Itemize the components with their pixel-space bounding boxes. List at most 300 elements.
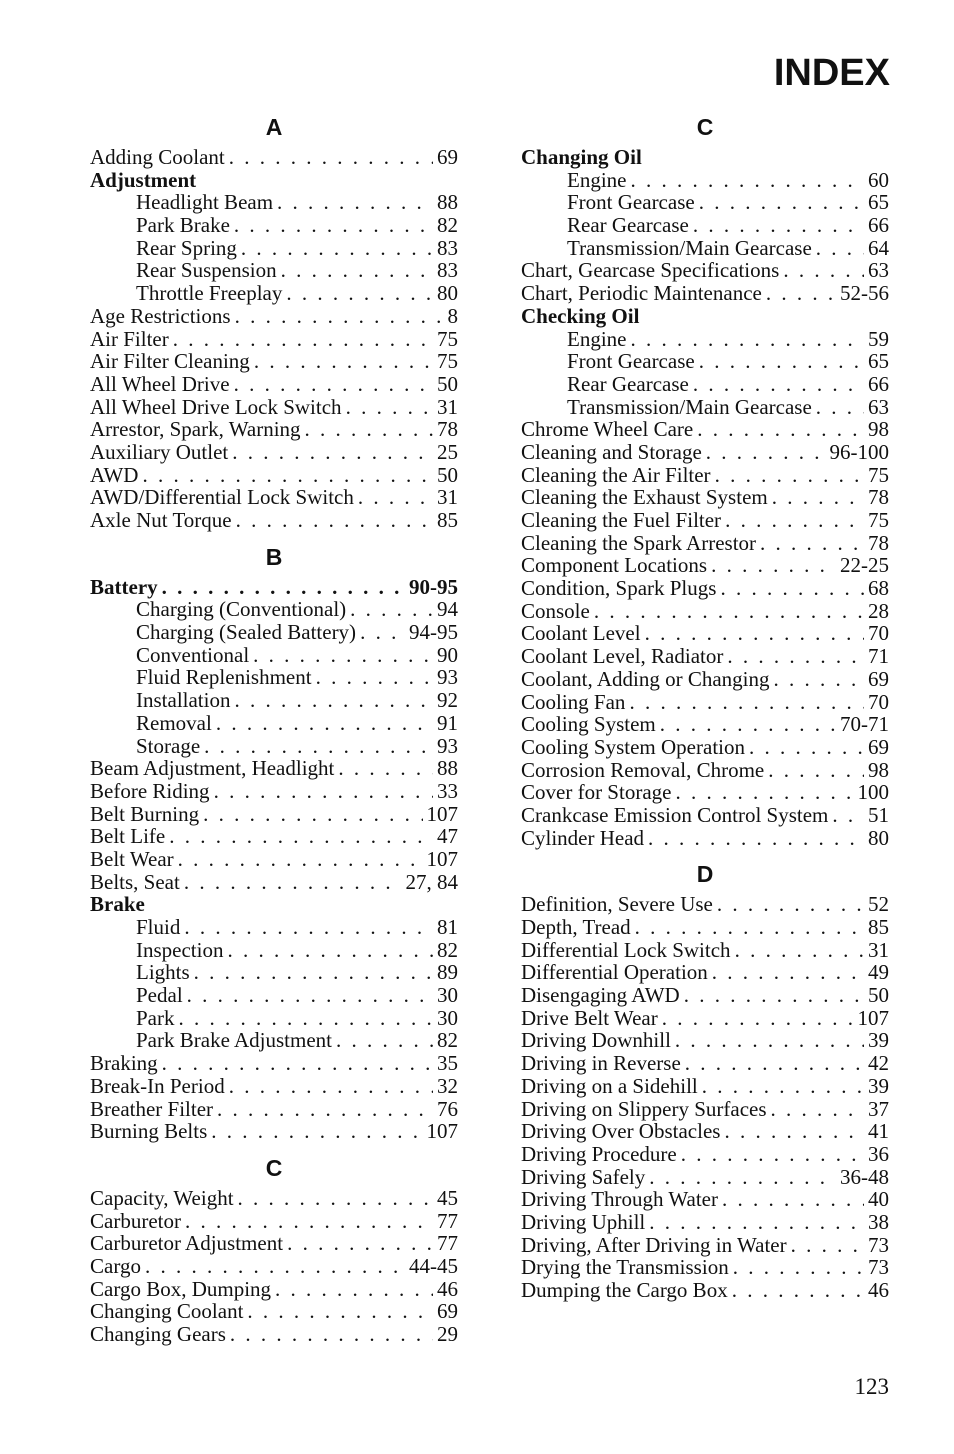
dot-leader xyxy=(693,214,864,237)
index-heading xyxy=(521,146,889,169)
entry-label: Corrosion Removal, Chrome xyxy=(521,757,765,782)
entry-label: Break-In Period xyxy=(90,1073,225,1098)
entry-page: 63 xyxy=(868,394,889,419)
entry-page: 96-100 xyxy=(829,439,889,464)
entry-page: 69 xyxy=(868,734,889,759)
dot-leader xyxy=(712,961,864,984)
entry-label: Cargo Box, Dumping xyxy=(90,1276,272,1301)
entry-page: 88 xyxy=(437,190,458,215)
dot-leader xyxy=(236,509,433,532)
entry-label: Carburetor xyxy=(90,1208,181,1233)
entry-label: Rear Gearcase xyxy=(567,213,689,238)
entry-label: Driving Procedure xyxy=(521,1141,677,1166)
index-entry xyxy=(521,441,889,464)
entry-page: 27, 84 xyxy=(405,869,458,894)
entry-label: Park xyxy=(136,1005,175,1030)
index-entry xyxy=(90,418,458,441)
index-entry xyxy=(90,1210,458,1233)
index-entry xyxy=(521,577,889,600)
index-entry xyxy=(90,1255,458,1278)
index-entry xyxy=(521,1211,889,1234)
index-subentry xyxy=(521,191,889,214)
entry-page: 51 xyxy=(868,802,889,827)
dot-leader xyxy=(253,644,433,667)
entry-page: 8 xyxy=(447,303,458,328)
index-entry xyxy=(521,1007,889,1030)
dot-leader xyxy=(350,598,433,621)
entry-page: 70-71 xyxy=(840,712,889,737)
index-entry xyxy=(90,1052,458,1075)
index-subentry xyxy=(90,259,458,282)
dot-leader xyxy=(717,893,864,916)
entry-page: 31 xyxy=(437,394,458,419)
dot-leader xyxy=(230,1323,433,1346)
entry-page: 107 xyxy=(857,1005,889,1030)
entry-label: Cooling System Operation xyxy=(521,734,745,759)
entry-page: 82 xyxy=(437,213,458,238)
dot-leader xyxy=(238,1187,433,1210)
dot-leader xyxy=(675,781,853,804)
index-entry xyxy=(521,759,889,782)
entry-label: Cooling Fan xyxy=(521,689,626,714)
dot-leader xyxy=(699,350,864,373)
dot-leader xyxy=(162,576,405,599)
dot-leader xyxy=(649,1166,836,1189)
entry-page: 46 xyxy=(437,1276,458,1301)
entry-page: 75 xyxy=(437,349,458,374)
dot-leader xyxy=(142,464,433,487)
entry-page: 29 xyxy=(437,1322,458,1346)
dot-leader xyxy=(735,939,864,962)
index-entry xyxy=(90,1075,458,1098)
dot-leader xyxy=(287,1232,433,1255)
index-entry xyxy=(90,1098,458,1121)
index-entry xyxy=(521,893,889,916)
entry-page: 76 xyxy=(437,1096,458,1121)
entry-page: 82 xyxy=(437,1028,458,1053)
entry-label: Disengaging AWD xyxy=(521,983,680,1008)
page-title: INDEX xyxy=(773,52,890,94)
index-entry xyxy=(521,939,889,962)
index-subentry xyxy=(90,689,458,712)
index-entry xyxy=(521,1166,889,1189)
entry-label: Engine xyxy=(567,167,627,192)
entry-page: 100 xyxy=(857,780,889,805)
entry-label: Auxiliary Outlet xyxy=(90,439,229,464)
dot-leader xyxy=(772,486,864,509)
entry-label: Driving, After Driving in Water xyxy=(521,1232,787,1257)
index-entry xyxy=(521,804,889,827)
index-entry xyxy=(90,1120,458,1143)
dot-leader xyxy=(286,282,433,305)
entry-label: Driving Through Water xyxy=(521,1187,718,1212)
dot-leader xyxy=(281,259,433,282)
dot-leader xyxy=(727,645,864,668)
entry-label: Drive Belt Wear xyxy=(521,1005,658,1030)
entry-page: 66 xyxy=(868,213,889,238)
index-subentry xyxy=(521,214,889,237)
entry-label: Belt Wear xyxy=(90,846,174,871)
entry-label: Age Restrictions xyxy=(90,303,231,328)
index-entry xyxy=(90,373,458,396)
entry-page: 36 xyxy=(868,1141,889,1166)
index-subentry xyxy=(90,621,458,644)
dot-leader xyxy=(179,1007,434,1030)
index-subentry xyxy=(90,666,458,689)
entry-page: 69 xyxy=(437,145,458,169)
index-entry xyxy=(90,825,458,848)
entry-page: 33 xyxy=(437,778,458,803)
dot-leader xyxy=(217,1098,433,1121)
entry-page: 90-95 xyxy=(409,574,458,599)
entry-label: Dumping the Cargo Box xyxy=(521,1278,728,1302)
entry-page: 66 xyxy=(868,371,889,396)
entry-page: 68 xyxy=(868,576,889,601)
entry-page: 82 xyxy=(437,937,458,962)
index-entry xyxy=(90,1232,458,1255)
index-subentry xyxy=(90,1029,458,1052)
dot-leader xyxy=(715,464,864,487)
entry-label: Console xyxy=(521,598,590,623)
entry-page: 78 xyxy=(868,485,889,510)
dot-leader xyxy=(338,757,433,780)
index-entry xyxy=(521,1098,889,1121)
entry-label: Chart, Gearcase Specifications xyxy=(521,258,780,283)
index-entry xyxy=(521,486,889,509)
index-subentry xyxy=(90,961,458,984)
dot-leader xyxy=(316,666,433,689)
entry-label: Crankcase Emission Control System xyxy=(521,802,829,827)
entry-label: Changing Oil xyxy=(521,145,642,169)
dot-leader xyxy=(336,1029,433,1052)
dot-leader xyxy=(241,237,433,260)
index-subentry xyxy=(90,214,458,237)
dot-leader xyxy=(774,668,865,691)
entry-label: Changing Coolant xyxy=(90,1299,244,1324)
entry-page: 77 xyxy=(437,1208,458,1233)
dot-leader xyxy=(681,1143,864,1166)
dot-leader xyxy=(675,1029,864,1052)
entry-page: 78 xyxy=(868,530,889,555)
entry-label: Belts, Seat xyxy=(90,869,180,894)
entry-page: 36-48 xyxy=(840,1164,889,1189)
entry-page: 39 xyxy=(868,1028,889,1053)
entry-page: 22-25 xyxy=(840,553,889,578)
entry-page: 91 xyxy=(437,710,458,735)
dot-leader xyxy=(187,984,433,1007)
index-entry xyxy=(90,1323,458,1346)
index-entry xyxy=(521,916,889,939)
entry-label: Throttle Freeplay xyxy=(136,281,283,306)
entry-label: Driving in Reverse xyxy=(521,1051,681,1076)
entry-page: 90 xyxy=(437,642,458,667)
dot-leader xyxy=(760,532,864,555)
entry-label: Cleaning and Storage xyxy=(521,439,702,464)
index-entry xyxy=(90,464,458,487)
dot-leader xyxy=(749,736,864,759)
index-entry xyxy=(521,713,889,736)
entry-page: 89 xyxy=(437,960,458,985)
index-entry xyxy=(521,1052,889,1075)
entry-page: 93 xyxy=(437,665,458,690)
entry-label: Battery xyxy=(90,574,158,599)
dot-leader xyxy=(214,780,433,803)
index-entry xyxy=(521,282,889,305)
index-subentry xyxy=(521,328,889,351)
entry-page: 65 xyxy=(868,190,889,215)
entry-page: 30 xyxy=(437,1005,458,1030)
entry-page: 40 xyxy=(868,1187,889,1212)
entry-label: Carburetor Adjustment xyxy=(90,1231,284,1256)
dot-leader xyxy=(635,916,864,939)
dot-leader xyxy=(305,418,433,441)
entry-label: Checking Oil xyxy=(521,303,640,328)
entry-label: Belt Life xyxy=(90,824,166,849)
entry-page: 77 xyxy=(437,1231,458,1256)
entry-page: 70 xyxy=(868,621,889,646)
index-entry xyxy=(90,803,458,826)
dot-leader xyxy=(766,282,836,305)
entry-label: Brake xyxy=(90,892,145,917)
entry-label: Rear Gearcase xyxy=(567,371,689,396)
index-entry xyxy=(90,305,458,328)
dot-leader xyxy=(629,691,864,714)
entry-label: Park Brake Adjustment xyxy=(136,1028,332,1053)
section-letter: C xyxy=(265,1154,283,1181)
dot-leader xyxy=(720,577,864,600)
entry-label: Axle Nut Torque xyxy=(90,508,232,532)
entry-label: Cylinder Head xyxy=(521,825,645,850)
index-entry xyxy=(90,486,458,509)
index-entry xyxy=(90,350,458,373)
dot-leader xyxy=(235,305,444,328)
index-subentry xyxy=(521,169,889,192)
index-entry xyxy=(521,259,889,282)
index-subentry xyxy=(90,644,458,667)
index-entry xyxy=(521,418,889,441)
index-subentry xyxy=(90,282,458,305)
entry-page: 45 xyxy=(437,1185,458,1210)
index-entry xyxy=(521,691,889,714)
entry-page: 50 xyxy=(437,371,458,396)
entry-label: Arrestor, Spark, Warning xyxy=(90,417,301,442)
entry-label: Coolant Level xyxy=(521,621,641,646)
index-entry xyxy=(90,396,458,419)
index-entry xyxy=(521,1279,889,1302)
entry-label: Rear Spring xyxy=(136,235,237,260)
entry-label: Cargo xyxy=(90,1253,141,1278)
dot-leader xyxy=(254,350,433,373)
entry-label: Changing Gears xyxy=(90,1322,226,1346)
dot-leader xyxy=(178,848,423,871)
dot-leader xyxy=(699,191,864,214)
entry-label: AWD/Differential Lock Switch xyxy=(90,485,354,510)
entry-page: 107 xyxy=(426,1119,458,1144)
index-heading xyxy=(90,893,458,916)
entry-label: Transmission/Main Gearcase xyxy=(567,235,812,260)
entry-page: 30 xyxy=(437,983,458,1008)
dot-leader xyxy=(277,191,433,214)
index-entry xyxy=(521,532,889,555)
entry-page: 107 xyxy=(426,846,458,871)
entry-label: Depth, Tread xyxy=(521,915,631,939)
index-entry xyxy=(90,328,458,351)
entry-page: 85 xyxy=(437,508,458,532)
entry-page: 80 xyxy=(868,825,889,850)
index-entry xyxy=(521,600,889,623)
index-entry xyxy=(521,668,889,691)
index-subentry xyxy=(90,916,458,939)
entry-label: Storage xyxy=(136,733,201,758)
dot-leader xyxy=(275,1278,433,1301)
entry-label: Condition, Spark Plugs xyxy=(521,576,717,601)
entry-label: Chrome Wheel Care xyxy=(521,417,694,442)
entry-label: Component Locations xyxy=(521,553,708,578)
index-entry xyxy=(521,1188,889,1211)
dot-leader xyxy=(162,1052,433,1075)
entry-label: Fluid Replenishment xyxy=(136,665,312,690)
dot-leader xyxy=(648,827,864,850)
entry-page: 73 xyxy=(868,1232,889,1257)
index-entry xyxy=(521,645,889,668)
index-entry xyxy=(90,1187,458,1210)
entry-label: Cover for Storage xyxy=(521,780,672,805)
entry-page: 52-56 xyxy=(840,281,889,306)
dot-leader xyxy=(685,1052,864,1075)
index-subentry xyxy=(90,984,458,1007)
index-subentry xyxy=(521,373,889,396)
index-entry xyxy=(90,1300,458,1323)
dot-leader xyxy=(227,939,433,962)
dot-leader xyxy=(724,1120,864,1143)
index-entry xyxy=(521,781,889,804)
entry-label: Definition, Severe Use xyxy=(521,892,713,917)
index-subentry xyxy=(90,939,458,962)
dot-leader xyxy=(360,621,405,644)
dot-leader xyxy=(173,328,433,351)
index-entry xyxy=(521,984,889,1007)
dot-leader xyxy=(706,441,826,464)
entry-page: 73 xyxy=(868,1255,889,1280)
dot-leader xyxy=(768,759,864,782)
entry-page: 71 xyxy=(868,644,889,669)
dot-leader xyxy=(630,328,864,351)
dot-leader xyxy=(234,689,433,712)
entry-label: Braking xyxy=(90,1051,158,1076)
index-entry xyxy=(90,848,458,871)
entry-label: Coolant, Adding or Changing xyxy=(521,666,770,691)
index-entry xyxy=(90,757,458,780)
entry-label: Installation xyxy=(136,688,231,713)
entry-label: Charging (Conventional) xyxy=(136,597,347,622)
dot-leader xyxy=(684,984,864,1007)
section-letter: C xyxy=(696,114,714,140)
dot-leader xyxy=(234,373,433,396)
entry-page: 59 xyxy=(868,326,889,351)
dot-leader xyxy=(697,418,864,441)
dot-leader xyxy=(203,803,422,826)
dot-leader xyxy=(711,554,836,577)
entry-page: 39 xyxy=(868,1073,889,1098)
index-subentry xyxy=(521,396,889,419)
index-entry xyxy=(90,509,458,532)
entry-page: 41 xyxy=(868,1119,889,1144)
index-entry xyxy=(90,146,458,169)
entry-page: 75 xyxy=(868,508,889,532)
dot-leader xyxy=(733,1256,864,1279)
index-entry xyxy=(521,827,889,850)
entry-label: Breather Filter xyxy=(90,1096,214,1121)
entry-page: 44-45 xyxy=(409,1253,458,1278)
dot-leader xyxy=(229,1075,433,1098)
index-entry xyxy=(90,1278,458,1301)
index-subentry xyxy=(521,237,889,260)
dot-leader xyxy=(234,214,433,237)
section-letter: A xyxy=(265,114,283,140)
entry-label: Driving on a Sidehill xyxy=(521,1073,698,1098)
entry-page: 50 xyxy=(868,983,889,1008)
index-entry xyxy=(90,441,458,464)
dot-leader xyxy=(185,1210,433,1233)
index-entry xyxy=(90,780,458,803)
index-entry xyxy=(90,871,458,894)
index-entry xyxy=(521,961,889,984)
entry-label: Cleaning the Exhaust System xyxy=(521,485,768,510)
dot-leader xyxy=(660,713,836,736)
entry-label: Coolant Level, Radiator xyxy=(521,644,724,669)
entry-page: 49 xyxy=(868,960,889,985)
dot-leader xyxy=(184,871,402,894)
entry-page: 31 xyxy=(437,485,458,510)
entry-label: Removal xyxy=(136,710,212,735)
entry-label: Inspection xyxy=(136,937,224,962)
section-letter: B xyxy=(265,543,283,570)
dot-leader xyxy=(216,712,433,735)
section-letter: D xyxy=(696,861,714,888)
dot-leader xyxy=(816,237,864,260)
dot-leader xyxy=(722,1188,864,1211)
entry-label: Driving Safely xyxy=(521,1164,646,1189)
entry-page: 93 xyxy=(437,733,458,758)
index-entry xyxy=(521,1120,889,1143)
index-subentry xyxy=(90,598,458,621)
index-entry xyxy=(521,1029,889,1052)
entry-page: 75 xyxy=(437,326,458,351)
entry-label: Engine xyxy=(567,326,627,351)
entry-page: 25 xyxy=(437,439,458,464)
entry-page: 69 xyxy=(437,1299,458,1324)
entry-label: All Wheel Drive xyxy=(90,371,230,396)
entry-page: 42 xyxy=(868,1051,889,1076)
dot-leader xyxy=(211,1120,422,1143)
dot-leader xyxy=(702,1075,864,1098)
entry-label: Rear Suspension xyxy=(136,258,277,283)
dot-leader xyxy=(229,146,433,169)
dot-leader xyxy=(771,1098,864,1121)
entry-label: Chart, Periodic Maintenance xyxy=(521,281,762,306)
entry-page: 38 xyxy=(868,1209,889,1234)
dot-leader xyxy=(783,259,864,282)
entry-page: 92 xyxy=(437,688,458,713)
dot-leader xyxy=(693,373,864,396)
entry-label: All Wheel Drive Lock Switch xyxy=(90,394,342,419)
index-heading xyxy=(521,305,889,328)
entry-label: Cooling System xyxy=(521,712,656,737)
entry-page: 75 xyxy=(868,462,889,487)
entry-page: 70 xyxy=(868,689,889,714)
entry-page: 50 xyxy=(437,462,458,487)
entry-page: 64 xyxy=(868,235,889,260)
